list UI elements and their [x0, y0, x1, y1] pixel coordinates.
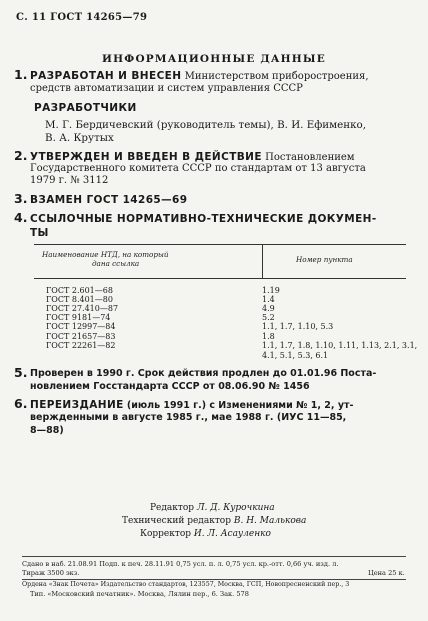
- table-header-doc-line1: Наименование НТД, на который: [42, 250, 169, 259]
- section-caption: РАЗРАБОТАН И ВНЕСЕН: [30, 70, 182, 82]
- table-row-items: 1.1, 1.7, 1.10, 5.3: [262, 322, 334, 331]
- credit-label: Редактор: [150, 503, 195, 513]
- table-top-rule: [34, 244, 406, 245]
- developers-line1: М. Г. Бердичевский (руководитель темы), В. И. Ефименко,: [45, 119, 367, 131]
- table-row-doc: ГОСТ 22261—82: [46, 341, 116, 350]
- credit-corrector: [140, 529, 271, 539]
- section-6-line3: 8—88): [30, 425, 64, 436]
- section-4: [14, 210, 377, 226]
- table-column-divider: [262, 244, 263, 278]
- section-6: [14, 396, 354, 412]
- table-row-doc: ГОСТ 9181—74: [46, 313, 111, 322]
- section-5-line2: новлением Госстандарта СССР от 08.06.90 № 1456: [30, 381, 310, 392]
- credit-name: Л. Д. Курочкина: [196, 503, 275, 513]
- section-number: 6.: [14, 396, 28, 411]
- section-caption: ВЗАМЕН ГОСТ 14265—69: [30, 194, 188, 206]
- section-number: 3.: [14, 191, 28, 206]
- section-caption: ПЕРЕИЗДАНИЕ: [30, 399, 124, 411]
- credit-name: В. Н. Малькова: [233, 516, 307, 526]
- credit-label: Корректор: [140, 529, 192, 539]
- imprint-line3: Ордена «Знак Почета» Издательство стандартов, 123557, Москва, ГСП, Новопресненский пер., 3: [22, 581, 350, 588]
- table-row-items: 1.1, 1.7, 1.8, 1.10, 1.11, 1.13, 2.1, 3.1,: [262, 341, 418, 350]
- table-row-items: 1.19: [262, 286, 280, 295]
- credit-editor: [150, 503, 275, 513]
- credit-tech-editor: [122, 516, 306, 526]
- credit-label: Технический редактор: [122, 516, 231, 526]
- credit-name: И. Л. Асауленко: [193, 529, 271, 539]
- table-row-doc: ГОСТ 8.401—80: [46, 295, 113, 304]
- developers-line2: В. А. Крутых: [45, 132, 114, 144]
- section-1: [14, 67, 369, 83]
- section-4-line2: ТЫ: [30, 227, 49, 239]
- imprint-line2a: Тираж 3500 экз.: [22, 569, 80, 577]
- section-text: (июль 1991 г.) с Изменениями № 1, 2, ут-: [126, 400, 354, 411]
- section-5: [14, 365, 377, 380]
- section-3: [14, 191, 188, 207]
- section-number: 5.: [14, 365, 28, 380]
- section-1-line2: средств автоматизации и систем управления СССР: [30, 83, 303, 94]
- table-row-items: 1.8: [262, 332, 275, 341]
- imprint-line4: Тип. «Московский печатник». Москва, Лялин пер., 6. Зак. 578: [30, 590, 249, 598]
- developers-heading: РАЗРАБОТЧИКИ: [34, 102, 137, 114]
- section-text: Министерством приборостроения,: [184, 71, 369, 82]
- imprint-line1: Сдано в наб. 21.08.91 Подп. к печ. 28.11.91 0,75 усл. п. л. 0,75 усл. кр.-отт. 0,66 уч. изд. л.: [22, 560, 339, 568]
- table-row-doc: ГОСТ 21657—83: [46, 332, 116, 341]
- section-number: 4.: [14, 210, 28, 225]
- section-2-line3: 1979 г. № 3112: [30, 175, 109, 186]
- table-row-doc: ГОСТ 2.601—68: [46, 286, 113, 295]
- page-header: С. 11 ГОСТ 14265—79: [16, 12, 148, 23]
- section-caption: ССЫЛОЧНЫЕ НОРМАТИВНО-ТЕХНИЧЕСКИЕ ДОКУМЕН-: [30, 213, 377, 225]
- imprint-line2b: Цена 25 к.: [368, 569, 405, 577]
- section-2-line2: Государственного комитета СССР по стандартам от 13 августа: [30, 163, 366, 174]
- page-title: ИНФОРМАЦИОННЫЕ ДАННЫЕ: [102, 53, 326, 65]
- section-caption: УТВЕРЖДЕН И ВВЕДЕН В ДЕЙСТВИЕ: [30, 151, 262, 163]
- section-number: 1.: [14, 67, 28, 82]
- section-text: Постановлением: [265, 152, 355, 163]
- table-row-items-cont: 4.1, 5.1, 5.3, 6.1: [262, 351, 329, 360]
- table-header-rule: [34, 278, 406, 279]
- table-header-items: Номер пункта: [296, 255, 353, 264]
- section-6-line2: вержденными в августе 1985 г., мае 1988 г. (ИУС 11—85,: [30, 412, 347, 423]
- section-text: Проверен в 1990 г. Срок действия продлен до 01.01.96 Поста-: [30, 368, 377, 379]
- table-row-items: 4.9: [262, 304, 275, 313]
- table-row-items: 1.4: [262, 295, 275, 304]
- imprint-top-rule: [22, 556, 406, 557]
- imprint-mid-rule: [22, 579, 406, 580]
- table-row-doc: ГОСТ 27.410—87: [46, 304, 119, 313]
- section-number: 2.: [14, 148, 28, 163]
- table-row-doc: ГОСТ 12997—84: [46, 322, 116, 331]
- table-row-items: 5.2: [262, 313, 275, 322]
- table-header-doc-line2: дана ссылка: [92, 259, 140, 268]
